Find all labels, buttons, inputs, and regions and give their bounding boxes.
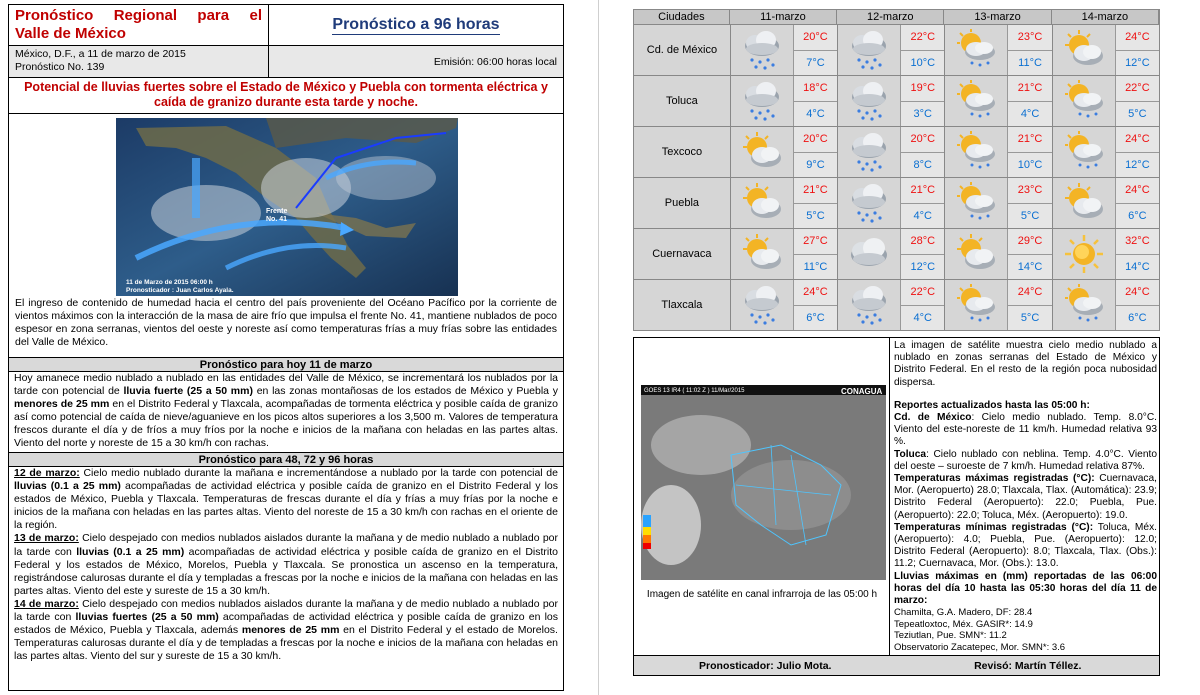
forecast-cell <box>945 127 1052 177</box>
footer <box>634 655 1159 675</box>
title-line-1: Pronóstico Regional para el <box>15 7 262 24</box>
temp-min: 6°C <box>1128 209 1147 222</box>
temp-max: 28°C <box>901 229 944 255</box>
temp-min: 14°C <box>1125 260 1150 273</box>
rain-head: Lluvias máximas en (mm) reportadas de las 06:00 horas del día 10 hasta las 05:30 horas del día 11 de marzo: <box>894 570 1157 607</box>
temp-max: 24°C <box>794 280 837 306</box>
city-name: Texcoco <box>634 127 731 177</box>
city-name: Cuernavaca <box>634 229 731 279</box>
forecast-cell <box>731 178 838 228</box>
temp-max: 19°C <box>901 76 944 102</box>
page-title <box>9 5 269 45</box>
forecast-cell <box>838 76 945 126</box>
temp-max: 27°C <box>794 229 837 255</box>
satellite-caption: Imagen de satélite en canal infrarroja de las 05:00 h <box>646 589 878 600</box>
temp-max: 23°C <box>1008 178 1051 204</box>
forecast-96-label: Pronóstico a 96 horas <box>332 15 500 33</box>
temp-max: 22°C <box>901 280 944 306</box>
forecast-cell <box>838 127 945 177</box>
right-page <box>633 4 1195 691</box>
forecast-cell <box>1053 76 1160 126</box>
table-header <box>633 9 1160 25</box>
sun-cloud-rain-icon <box>1053 127 1115 177</box>
sun-cloud-rain-icon <box>1053 280 1115 330</box>
temp-max: 24°C <box>1008 280 1051 306</box>
temp-min: 7°C <box>806 56 825 69</box>
temp-min: 5°C <box>1128 107 1147 120</box>
intro-paragraph: El ingreso de contenido de humedad hacia el centro del país proveniente del Océano Pacífico por la corriente de vientos máximos con la interacción de la masa de aire frío que impulsa el frente No. 41, mantiene nublados de poco espesor en zona serranas, vientos del oeste y noreste así como temperaturas frías a muy frías sobre las entidades del Valle de México. <box>15 297 557 348</box>
forecast-cell <box>945 25 1052 75</box>
temp-min: 6°C <box>1128 311 1147 324</box>
temp-max: 18°C <box>794 76 837 102</box>
sun-cloud-icon <box>731 178 793 228</box>
temp-max: 21°C <box>1008 76 1051 102</box>
rain-cloud-icon <box>731 76 793 126</box>
temp-min: 14°C <box>1017 260 1043 273</box>
reports-head: Reportes actualizados hasta las 05:00 h: <box>894 399 1090 411</box>
day-12-label: 12 de marzo: <box>14 467 80 479</box>
place-date: México, D.F., a 11 de marzo de 2015 <box>15 48 186 60</box>
next-days-section-head: Pronóstico para 48, 72 y 96 horas <box>9 452 563 467</box>
satellite-image <box>641 385 886 580</box>
forecast-cell <box>1053 25 1160 75</box>
rain-item: Observatorio Zacatepec, Mor. SMN*: 3.6 <box>894 641 1066 653</box>
sun-cloud-rain-icon <box>945 76 1007 126</box>
temp-max: 24°C <box>1116 178 1159 204</box>
sun-cloud-icon <box>1053 25 1115 75</box>
temp-min: 11°C <box>803 260 828 273</box>
temp-max: 29°C <box>1008 229 1051 255</box>
rain-cloud-icon <box>838 25 900 75</box>
temp-min: 11°C <box>1018 56 1042 69</box>
subheader <box>9 46 563 78</box>
sun-cloud-rain-icon <box>1053 76 1115 126</box>
today-paragraph: Hoy amanece medio nublado a nublado en las entidades del Valle de México, se incrementará los nublados por la tarde con potencial de lluvia fuerte (25 a 50 mm) en las zonas montañosas de los estados de México y Puebla y menores de 25 mm en el Distrito Federal y Tlaxcala, acompañadas de tormenta eléctrica y posible caída de granizo así como potencial de caída de nieve/aguanieve en los picos altos superiores a los 3,500 m. Valores de temperatura frescos durante el día y de fríos a muy fríos por la noche e inicios de la mañana con heladas en las partes altas. Viento del norte y noreste de 15 a 30 km/h con rachas. <box>14 372 558 450</box>
forecast-cell <box>1053 280 1160 330</box>
report-toluca: Toluca: Cielo nublado con neblina. Temp. 4.0°C. Viento del oeste – suroeste de 7 km/h. Humedad relativa 87%. <box>894 448 1157 472</box>
col-day: 13-marzo <box>944 10 1051 24</box>
forecast-cell <box>838 25 945 75</box>
temp-min: 4°C <box>913 311 932 324</box>
rain-item: Tepeatloxtoc, Méx. GASIR*: 14.9 <box>894 618 1033 630</box>
temp-min: 4°C <box>913 209 932 222</box>
col-city: Ciudades <box>634 10 730 24</box>
rain-cloud-icon <box>838 127 900 177</box>
table-row <box>633 280 1160 331</box>
sun-cloud-rain-icon <box>945 25 1007 75</box>
title-line-2: Valle de México <box>15 25 126 42</box>
col-day: 14-marzo <box>1052 10 1159 24</box>
sun-cloud-rain-icon <box>945 280 1007 330</box>
forecast-cell <box>945 178 1052 228</box>
rain-cloud-icon <box>838 76 900 126</box>
sun-cloud-rain-icon <box>945 178 1007 228</box>
satellite-description: La imagen de satélite muestra cielo medio nublado a nublado en zonas serranas del Estado de México y Distrito Federal. En el resto de la región poca nubosidad dispersa. <box>894 340 1157 388</box>
day-13-paragraph: 13 de marzo: Cielo despejado con medios nublados aislados durante la mañana y de medio nublado a nublado por la tarde con lluvias (0.1 a 25 mm) acompañadas de actividad eléctrica y posible caída de granizo en el Distrito Federal y los estados de México, Morelos, Puebla y Tlaxcala. Se pronostica un ascenso en la temperatura, registrándose calurosas durante el día y templadas a frescas por la noche e inicios de la mañana con heladas en las partes altas. Viento del este y sureste de 15 a 30 km/h. <box>14 532 558 597</box>
temp-max: 23°C <box>1008 25 1051 51</box>
min-temps: Temperaturas mínimas registradas (°C): Toluca, Méx. (Aeropuerto): 4.0; Puebla, Pue. (Aeropuerto): 12.0; Distrito Federal (Aeropuerto): 8.0; Tlaxcala, Tlax. (Obs.): 11.2; Cuernavaca, Mor. (Obs.): 13.0. <box>894 521 1157 570</box>
temp-min: 6°C <box>806 311 825 324</box>
rain-cloud-icon <box>731 25 793 75</box>
rain-cloud-icon <box>838 178 900 228</box>
temp-min: 5°C <box>1020 311 1040 324</box>
forecast-cell <box>731 229 838 279</box>
temp-min: 4°C <box>1020 107 1040 120</box>
temp-min: 12°C <box>1125 56 1150 69</box>
forecast-cell <box>1053 229 1160 279</box>
forecast-cell <box>731 25 838 75</box>
forecast-cell <box>731 76 838 126</box>
sun-cloud-icon <box>731 229 793 279</box>
forecast-cell <box>1053 127 1160 177</box>
city-name: Puebla <box>634 178 731 228</box>
temp-min: 12°C <box>910 260 936 273</box>
forecast-cell <box>945 76 1052 126</box>
satellite-section <box>633 337 1160 676</box>
sun-cloud-icon <box>1053 178 1115 228</box>
temp-max: 24°C <box>1116 127 1159 153</box>
temp-max: 20°C <box>901 127 944 153</box>
city-name: Tlaxcala <box>634 280 731 330</box>
temp-max: 24°C <box>1116 25 1159 51</box>
forecast-cell <box>945 280 1052 330</box>
table-row <box>633 76 1160 127</box>
conagua-logo: CONAGUA <box>841 387 883 396</box>
forecast-table <box>633 9 1160 331</box>
temp-min: 12°C <box>1125 158 1150 171</box>
rain-cloud-icon <box>838 280 900 330</box>
day-12-paragraph: 12 de marzo: Cielo medio nublado durante la mañana e incrementándose a nublado por la tarde con potencial de lluvias (0.1 a 25 mm) acompañadas de actividad eléctrica y posible caída de granizo en el Distrito Federal y los estados de México, Puebla y Tlaxcala. Temperaturas de frescas durante el día y frías a muy frías por la noche e inicios de la mañana con heladas en las partes altas. Viento del noreste de 15 a 30 km/h con rachas en el oriente de la región. <box>14 467 558 532</box>
day-14-label: 14 de marzo: <box>14 597 79 610</box>
sun-cloud-icon <box>945 229 1007 279</box>
temp-min: 4°C <box>806 107 825 120</box>
forecast-cell <box>838 229 945 279</box>
forecast-cell <box>1053 178 1160 228</box>
temp-min: 5°C <box>1020 209 1040 222</box>
rain-item: Chamilta, G.A. Madero, DF: 28.4 <box>894 607 1033 619</box>
sun-cloud-icon <box>731 127 793 177</box>
temp-min: 3°C <box>913 107 932 120</box>
col-day: 11-marzo <box>730 10 837 24</box>
left-page <box>8 4 564 691</box>
reviewer: Revisó: Martín Téllez. <box>974 659 1082 672</box>
temp-max: 24°C <box>1116 280 1159 306</box>
rain-item: Teziutlan, Pue. SMN*: 11.2 <box>894 630 1007 642</box>
synoptic-map <box>116 118 458 296</box>
forecast-cell <box>838 178 945 228</box>
temp-min: 10°C <box>910 56 936 69</box>
map-front-label: Frente No. 41 <box>266 208 288 223</box>
temp-min: 10°C <box>1017 158 1043 171</box>
forecast-96-header <box>269 5 563 45</box>
temp-min: 9°C <box>806 158 825 171</box>
max-temps: Temperaturas máximas registradas (°C): Cuernavaca, Mor. (Aeropuerto) 28.0; Tlaxcala, Tlax. (Automática): 23.9; Distrito Federal (Aeropuerto): 22.0; Puebla, Pue. (Aeropuerto): 22.0; Toluca, Méx. (Aeropuerto): 19.0. <box>894 473 1158 521</box>
day-14-paragraph: 14 de marzo: Cielo despejado con medios nublados aislados durante la mañana y de medio nublado a nublado por la tarde con lluvias fuertes (25 a 50 mm) acompañadas de actividad eléctrica y posible caída de granizo en los estados de México, Puebla y Tlaxcala, además menores de 25 mm en el Distrito Federal y el estado de Morelos. Temperaturas calurosas durante el día y de templadas a frescas por la noche e inicios de la mañana con heladas en las partes altas. Viento del sur y sureste de 15 a 30 km/h. <box>14 597 558 663</box>
temp-max: 20°C <box>794 25 837 51</box>
city-name: Cd. de México <box>634 25 731 75</box>
forecast-cell <box>945 229 1052 279</box>
temp-max: 32°C <box>1116 229 1159 255</box>
temp-max: 21°C <box>1008 127 1051 153</box>
table-row <box>633 25 1160 76</box>
rain-cloud-icon <box>731 280 793 330</box>
forecast-cell <box>731 280 838 330</box>
header <box>9 5 563 46</box>
table-row <box>633 229 1160 280</box>
temp-max: 22°C <box>1116 76 1159 102</box>
satellite-header: GOES 13 IR4 ( 11:02 Z ) 11/Mar/2015 <box>644 388 745 394</box>
forecast-cell <box>731 127 838 177</box>
table-row <box>633 127 1160 178</box>
table-row <box>633 178 1160 229</box>
warning-banner: Potencial de lluvias fuertes sobre el Estado de México y Puebla con tormenta eléctrica y caída de granizo durante esta tarde y noche. <box>9 78 563 114</box>
cloud-icon <box>838 229 900 279</box>
sun-cloud-rain-icon <box>945 127 1007 177</box>
emission-time: Emisión: 06:00 horas local <box>433 55 557 68</box>
today-section-head: Pronóstico para hoy 11 de marzo <box>9 357 563 372</box>
city-name: Toluca <box>634 76 731 126</box>
temp-min: 8°C <box>913 158 932 171</box>
temp-max: 21°C <box>901 178 944 204</box>
temp-max: 20°C <box>794 127 837 153</box>
forecast-number: Pronóstico No. 139 <box>15 61 105 73</box>
day-13-label: 13 de marzo: <box>14 532 79 545</box>
report-cdmx: Cd. de México: Cielo medio nublado. Temp. 8.0°C. Viento del este-noreste de 11 km/h. Humedad relativa 93 %. <box>894 412 1158 448</box>
map-date: 11 de Marzo de 2015 06:00 h <box>126 279 213 286</box>
temp-max: 22°C <box>901 25 944 51</box>
sun-icon <box>1053 229 1115 279</box>
forecast-cell <box>838 280 945 330</box>
map-section <box>9 114 563 297</box>
temp-max: 21°C <box>794 178 837 204</box>
forecaster: Pronosticador: Julio Mota. <box>699 659 832 672</box>
temp-min: 5°C <box>806 209 825 222</box>
map-author: Pronosticador : Juan Carlos Ayala. <box>126 287 234 294</box>
page-divider <box>598 0 599 695</box>
reports-panel <box>889 338 1161 656</box>
col-day: 12-marzo <box>837 10 944 24</box>
